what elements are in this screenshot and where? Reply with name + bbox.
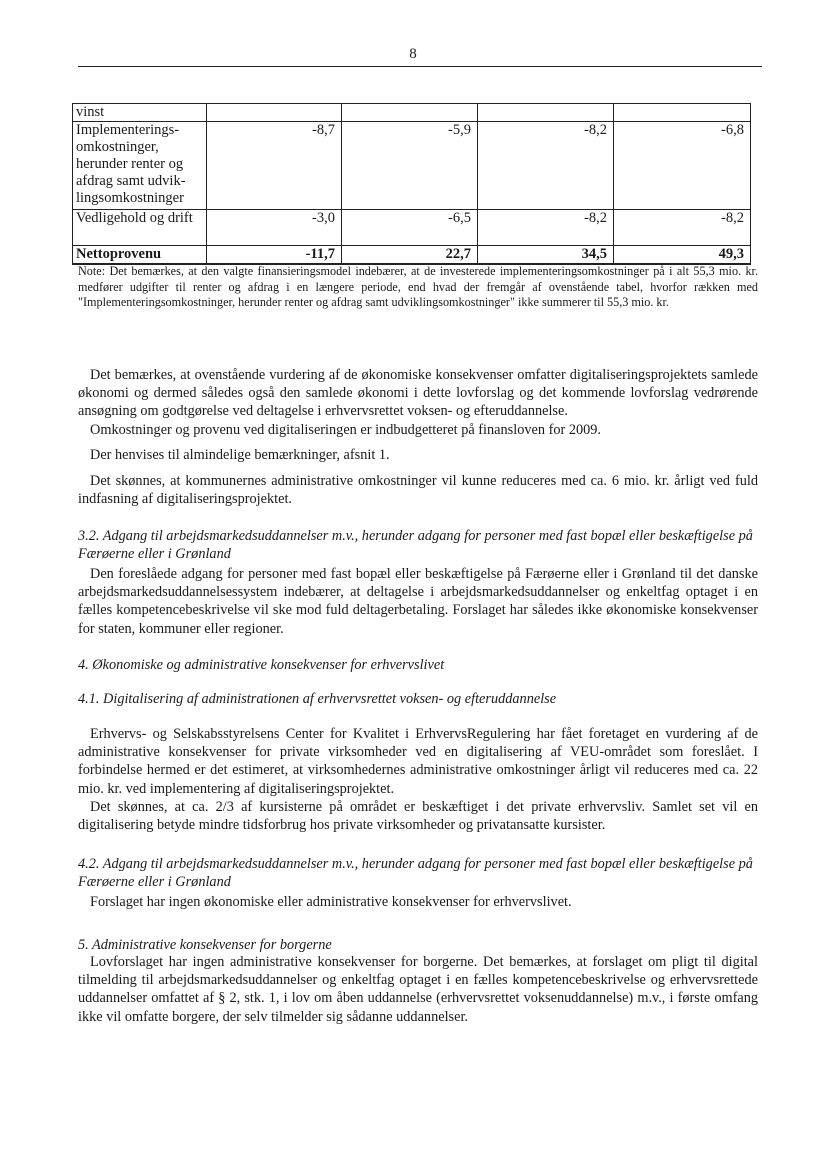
paragraph: Der henvises til almindelige bemærkninger, afsnit 1. bbox=[90, 447, 390, 463]
table-cell: -6,8 bbox=[614, 122, 751, 210]
paragraph: Det bemærkes, at ovenstående vurdering af de økonomiske konsekvenser omfatter digitaliseringsprojektets samlede økonomi og dermed således også den samlede økonomi i dette lovforslag og det kommende lovforslag vedrørende ansøgning om godtgørelse ved deltagelse i erhvervsrettet voksen- og efteruddannelse. bbox=[78, 367, 758, 420]
paragraph: Det skønnes, at ca. 2/3 af kursisterne på området er beskæftiget i det private erhvervsliv. Samlet set vil en digitalisering betyde mindre tidsforbrug hos private virksomheder og privatansatte kursister. bbox=[78, 799, 758, 834]
section-heading: 4.1. Digitalisering af administrationen af erhvervsrettet voksen- og efteruddannelse bbox=[78, 691, 557, 707]
row-label: Vedligehold og drift bbox=[73, 210, 207, 246]
paragraph: Erhvervs- og Selskabsstyrelsens Center for Kvalitet i ErhvervsRegulering har fået foretaget en vurdering af de administrative konsekvenser for private virksomheder ved en digitalisering af VEU-området som foreslået. I forbindelse hermed er det estimeret, at virksomhedernes administrative omkostninger årligt vil reduceres med ca. 22 mio. kr. ved implementering af digitaliseringsprojektet. bbox=[78, 726, 758, 797]
table-row-total bbox=[73, 246, 751, 265]
table-cell: -3,0 bbox=[207, 210, 342, 246]
table-cell bbox=[342, 104, 478, 122]
row-label: Nettoprovenu bbox=[73, 246, 207, 265]
paragraph: Den foreslåede adgang for personer med fast bopæl eller beskæftigelse på Færøerne eller i Grønland til det danske arbejdsmarkedsuddannelsessystem indebærer, at deltagelse i arbejdsmarkedsuddannelser og enkeltfag optaget i en fælles kompetencebeskrivelse vil ske mod fuld deltagerbetaling. Forslaget har således ikke økonomiske konsekvenser for staten, kommuner eller regioner. bbox=[78, 566, 758, 637]
table-row bbox=[73, 104, 751, 122]
table-row bbox=[73, 210, 751, 246]
header-rule bbox=[78, 66, 762, 67]
paragraph: Forslaget har ingen økonomiske eller administrative konsekvenser for erhvervslivet. bbox=[90, 894, 572, 910]
table-cell: -8,2 bbox=[614, 210, 751, 246]
table-cell: -11,7 bbox=[207, 246, 342, 265]
section-heading: 4.2. Adgang til arbejdsmarkedsuddannelser m.v., herunder adgang for personer med fast bopæl eller beskæftigelse på Færøerne eller i Grønland bbox=[78, 856, 753, 891]
table-cell: -6,5 bbox=[342, 210, 478, 246]
cost-table bbox=[72, 103, 751, 265]
section-heading: 3.2. Adgang til arbejdsmarkedsuddannelser m.v., herunder adgang for personer med fast bopæl eller beskæftigelse på Færøerne eller i Grønland bbox=[78, 528, 753, 563]
table-row bbox=[73, 122, 751, 210]
row-label: Implementerings-omkostninger, herunder renter og afdrag samt udvik-lingsomkostninger bbox=[73, 122, 207, 210]
table-cell: 34,5 bbox=[478, 246, 614, 265]
table-cell bbox=[614, 104, 751, 122]
table-cell: -8,2 bbox=[478, 210, 614, 246]
table-cell: -8,2 bbox=[478, 122, 614, 210]
table-cell bbox=[478, 104, 614, 122]
row-label: vinst bbox=[73, 104, 207, 122]
paragraph: Det skønnes, at kommunernes administrative omkostninger vil kunne reduceres med ca. 6 mio. kr. årligt ved fuld indfasning af digitaliseringsprojektet. bbox=[78, 473, 758, 508]
table-cell: -8,7 bbox=[207, 122, 342, 210]
section-heading: 5. Administrative konsekvenser for borgerne bbox=[78, 937, 332, 953]
table-cell: -5,9 bbox=[342, 122, 478, 210]
table-note: Note: Det bemærkes, at den valgte finansieringsmodel indebærer, at de investerede implementeringsomkostninger på i alt 55,3 mio. kr. medfører udgifter til renter og afdrag i en længere periode, end hvad der fremgår af ovenstående tabel, hvorfor rækken med "Implementeringsomkostninger, herunder renter og afdrag samt udviklingsomkostninger" ikke summerer til 55,3 mio. kr. bbox=[78, 264, 758, 310]
table-cell: 22,7 bbox=[342, 246, 478, 265]
table-cell: 49,3 bbox=[614, 246, 751, 265]
paragraph: Lovforslaget har ingen administrative konsekvenser for borgerne. Det bemærkes, at forslaget om pligt til digital tilmelding til arbejdsmarkedsuddannelser og enkeltfag optaget i en fælles kompetencebeskrivelse og erhvervsrettede uddannelser omfattet af § 2, stk. 1, i lov om åben uddannelse (erhvervsrettet voksenuddannelse) m.v., i første omfang ikke vil omfatte borgere, der selv tilmelder sig sådanne uddannelser. bbox=[78, 954, 758, 1025]
paragraph: Omkostninger og provenu ved digitaliseringen er indbudgetteret på finansloven for 2009. bbox=[90, 422, 601, 438]
section-heading: 4. Økonomiske og administrative konsekvenser for erhvervslivet bbox=[78, 657, 445, 673]
table-cell bbox=[207, 104, 342, 122]
page-number: 8 bbox=[409, 46, 417, 62]
